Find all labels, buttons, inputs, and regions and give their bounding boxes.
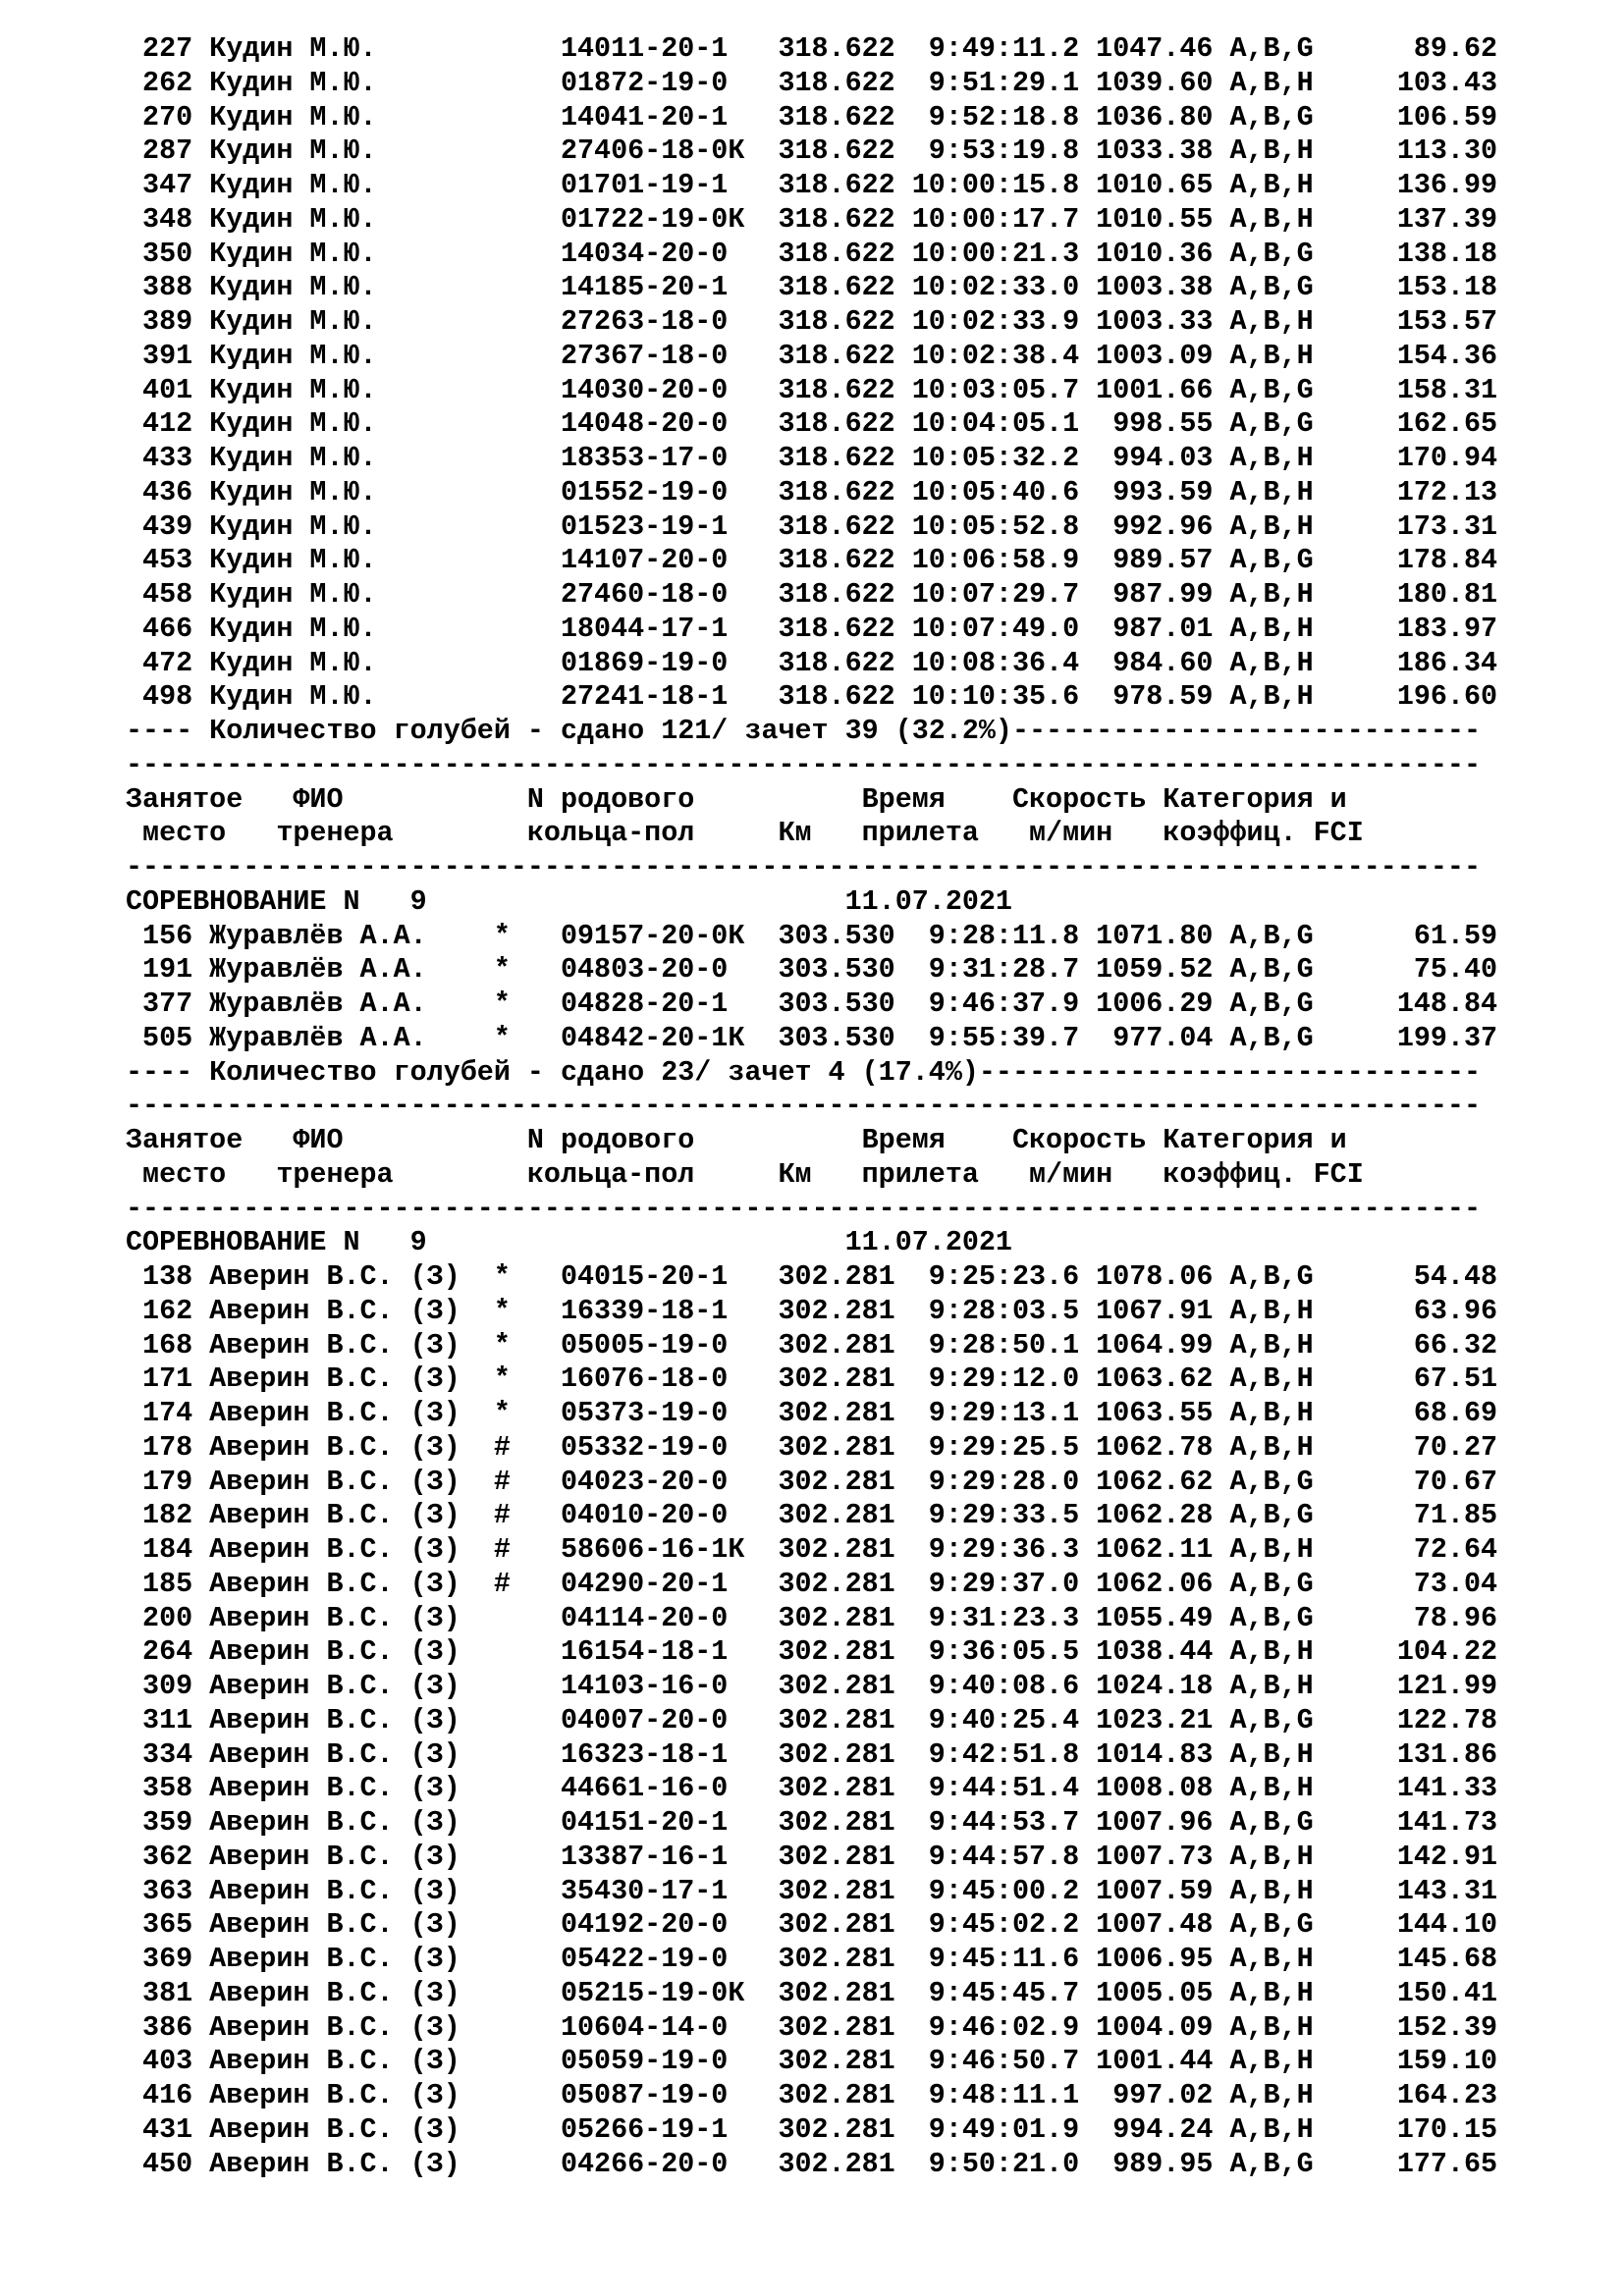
printout-line: 184 Аверин В.С. (З) # 58606-16-1К 302.281 9:29:36.3 1062.11 A,B,H 72.64 [126,1533,1498,1566]
printout-line: --------------------------------------------------------------------------------- [126,1192,1482,1225]
printout-line: 358 Аверин В.С. (З) 44661-16-0 302.281 9:44:51.4 1008.08 A,B,H 141.33 [126,1772,1498,1805]
printout-line: 350 Кудин М.Ю. 14034-20-0 318.622 10:00:21.3 1010.36 A,B,G 138.18 [126,237,1498,270]
printout-line: 416 Аверин В.С. (З) 05087-19-0 302.281 9:48:11.1 997.02 A,B,H 164.23 [126,2079,1498,2111]
printout-line: 403 Аверин В.С. (З) 05059-19-0 302.281 9:46:50.7 1001.44 A,B,H 159.10 [126,2045,1498,2078]
printout-line: 287 Кудин М.Ю. 27406-18-0К 318.622 9:53:19.8 1033.38 A,B,H 113.30 [126,134,1498,168]
printout-line: 347 Кудин М.Ю. 01701-19-1 318.622 10:00:15.8 1010.65 A,B,H 136.99 [126,169,1498,201]
printout-line: 386 Аверин В.С. (З) 10604-14-0 302.281 9:46:02.9 1004.09 A,B,H 152.39 [126,2010,1498,2044]
printout-line: 439 Кудин М.Ю. 01523-19-1 318.622 10:05:52.8 992.96 A,B,H 173.31 [126,509,1498,543]
printout-line: 362 Аверин В.С. (З) 13387-16-1 302.281 9:44:57.8 1007.73 A,B,H 142.91 [126,1840,1498,1873]
printout-line: --------------------------------------------------------------------------------- [126,851,1482,883]
printout-line: 381 Аверин В.С. (З) 05215-19-0К 302.281 9:45:45.7 1005.05 A,B,H 150.41 [126,1976,1498,2009]
printout-line: 391 Кудин М.Ю. 27367-18-0 318.622 10:02:38.4 1003.09 A,B,H 154.36 [126,339,1498,372]
printout-line: --------------------------------------------------------------------------------- [126,1090,1482,1123]
printout-line: 389 Кудин М.Ю. 27263-18-0 318.622 10:02:33.9 1003.33 A,B,H 153.57 [126,305,1498,338]
printout-line: 369 Аверин В.С. (З) 05422-19-0 302.281 9:45:11.6 1006.95 A,B,H 145.68 [126,1943,1498,1975]
printout-line: 363 Аверин В.С. (З) 35430-17-1 302.281 9:45:00.2 1007.59 A,B,H 143.31 [126,1874,1498,1907]
printout-line: 191 Журавлёв А.А. * 04803-20-0 303.530 9:31:28.7 1059.52 A,B,G 75.40 [126,953,1498,987]
printout-line: 436 Кудин М.Ю. 01552-19-0 318.622 10:05:40.6 993.59 A,B,H 172.13 [126,475,1498,508]
printout-line: 401 Кудин М.Ю. 14030-20-0 318.622 10:03:05.7 1001.66 A,B,G 158.31 [126,373,1498,406]
printout-line: Занятое ФИО N родового Время Скорость Категория и [126,782,1347,816]
printout-line: 174 Аверин В.С. (З) * 05373-19-0 302.281 9:29:13.1 1063.55 A,B,H 68.69 [126,1397,1498,1429]
printout-line: 262 Кудин М.Ю. 01872-19-0 318.622 9:51:29.1 1039.60 A,B,H 103.43 [126,66,1498,99]
printout-line: 388 Кудин М.Ю. 14185-20-1 318.622 10:02:33.0 1003.38 A,B,G 153.18 [126,271,1498,304]
printout-line: 377 Журавлёв А.А. * 04828-20-1 303.530 9:46:37.9 1006.29 A,B,G 148.84 [126,988,1498,1020]
printout-line: место тренера кольца-пол Км прилета м/мин коэффиц. FCI [126,817,1364,850]
printout-line: 200 Аверин В.С. (З) 04114-20-0 302.281 9:31:23.3 1055.49 A,B,G 78.96 [126,1601,1498,1634]
printout-line: 182 Аверин В.С. (З) # 04010-20-0 302.281 9:29:33.5 1062.28 A,B,G 71.85 [126,1499,1498,1532]
results-printout [126,32,1598,2181]
printout-line: 178 Аверин В.С. (З) # 05332-19-0 302.281 9:29:25.5 1062.78 A,B,H 70.27 [126,1430,1498,1464]
printout-line: 466 Кудин М.Ю. 18044-17-1 318.622 10:07:49.0 987.01 A,B,H 183.97 [126,612,1498,645]
printout-line: 498 Кудин М.Ю. 27241-18-1 318.622 10:10:35.6 978.59 A,B,H 196.60 [126,680,1498,714]
printout-line: 359 Аверин В.С. (З) 04151-20-1 302.281 9:44:53.7 1007.96 A,B,G 141.73 [126,1806,1498,1839]
printout-line: место тренера кольца-пол Км прилета м/мин коэффиц. FCI [126,1157,1364,1191]
printout-line: 171 Аверин В.С. (З) * 16076-18-0 302.281 9:29:12.0 1063.62 A,B,H 67.51 [126,1362,1498,1396]
printout-line: 311 Аверин В.С. (З) 04007-20-0 302.281 9:40:25.4 1023.21 A,B,G 122.78 [126,1703,1498,1736]
printout-line: 365 Аверин В.С. (З) 04192-20-0 302.281 9:45:02.2 1007.48 A,B,G 144.10 [126,1908,1498,1942]
printout-line: 270 Кудин М.Ю. 14041-20-1 318.622 9:52:18.8 1036.80 A,B,G 106.59 [126,100,1498,133]
printout-line: 431 Аверин В.С. (З) 05266-19-1 302.281 9:49:01.9 994.24 A,B,H 170.15 [126,2112,1498,2146]
printout-line: 505 Журавлёв А.А. * 04842-20-1К 303.530 9:55:39.7 977.04 A,B,G 199.37 [126,1021,1498,1054]
printout-line: 227 Кудин М.Ю. 14011-20-1 318.622 9:49:11.2 1047.46 A,B,G 89.62 [126,32,1498,65]
printout-line: 156 Журавлёв А.А. * 09157-20-0К 303.530 9:28:11.8 1071.80 A,B,G 61.59 [126,919,1498,952]
printout-line: 185 Аверин В.С. (З) # 04290-20-1 302.281 9:29:37.0 1062.06 A,B,G 73.04 [126,1567,1498,1600]
printout-line: --------------------------------------------------------------------------------- [126,748,1482,781]
printout-line: 162 Аверин В.С. (З) * 16339-18-1 302.281 9:28:03.5 1067.91 A,B,H 63.96 [126,1294,1498,1327]
printout-line: 472 Кудин М.Ю. 01869-19-0 318.622 10:08:36.4 984.60 A,B,H 186.34 [126,646,1498,679]
printout-line: 334 Аверин В.С. (З) 16323-18-1 302.281 9:42:51.8 1014.83 A,B,H 131.86 [126,1737,1498,1771]
printout-line: 179 Аверин В.С. (З) # 04023-20-0 302.281 9:29:28.0 1062.62 A,B,G 70.67 [126,1465,1498,1498]
printout-line: 309 Аверин В.С. (З) 14103-16-0 302.281 9:40:08.6 1024.18 A,B,H 121.99 [126,1670,1498,1702]
printout-line: СОРЕВНОВАНИЕ N 9 11.07.2021 [126,1226,1012,1259]
printout-line: 433 Кудин М.Ю. 18353-17-0 318.622 10:05:32.2 994.03 A,B,H 170.94 [126,442,1498,474]
printout-line: ---- Количество голубей - сдано 23/ зачет 4 (17.4%)------------------------------ [126,1055,1482,1089]
printout-line: Занятое ФИО N родового Время Скорость Категория и [126,1124,1347,1156]
printout-line: 453 Кудин М.Ю. 14107-20-0 318.622 10:06:58.9 989.57 A,B,G 178.84 [126,544,1498,577]
printout-line: 138 Аверин В.С. (З) * 04015-20-1 302.281 9:25:23.6 1078.06 A,B,G 54.48 [126,1260,1498,1293]
printout-line: 450 Аверин В.С. (З) 04266-20-0 302.281 9:50:21.0 989.95 A,B,G 177.65 [126,2147,1498,2180]
printout-line: 458 Кудин М.Ю. 27460-18-0 318.622 10:07:29.7 987.99 A,B,H 180.81 [126,578,1498,611]
printout-line: СОРЕВНОВАНИЕ N 9 11.07.2021 [126,884,1012,918]
printout-line: 412 Кудин М.Ю. 14048-20-0 318.622 10:04:05.1 998.55 A,B,G 162.65 [126,407,1498,441]
printout-line: 264 Аверин В.С. (З) 16154-18-1 302.281 9:36:05.5 1038.44 A,B,H 104.22 [126,1635,1498,1669]
printout-line: 168 Аверин В.С. (З) * 05005-19-0 302.281 9:28:50.1 1064.99 A,B,H 66.32 [126,1328,1498,1362]
printout-line: ---- Количество голубей - сдано 121/ зачет 39 (32.2%)---------------------------- [126,715,1482,747]
printout-line: 348 Кудин М.Ю. 01722-19-0К 318.622 10:00:17.7 1010.55 A,B,H 137.39 [126,202,1498,236]
